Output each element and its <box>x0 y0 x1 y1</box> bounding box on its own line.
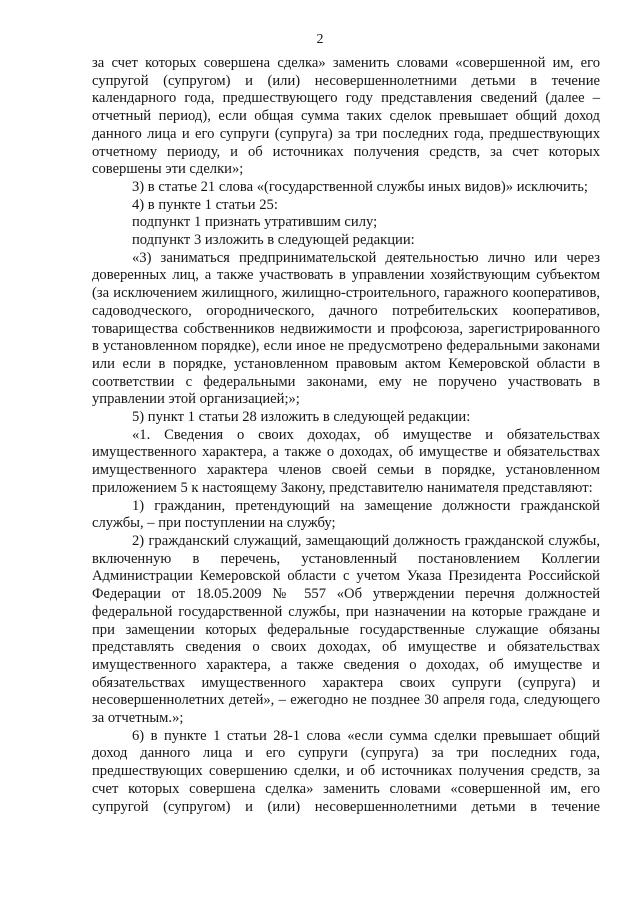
paragraph-continuation: за счет которых совершена сделка» заменить словами «совершенной им, его супругой (супругом) и (или) несовершеннолетними детьми в течение календарного года, предшествующего году представления сведений (далее – отчетный период), если общая сумма таких сделок превышает общий доход данного лица и его супруги (супруга) за три последних года, предшествующих отчетному периоду, и об источниках получения средств, за счет которых совершены эти сделки»; <box>92 55 600 178</box>
page-number: 2 <box>316 32 324 47</box>
paragraph-quote-3: «3) заниматься предпринимательской деятельностью лично или через доверенных лиц, а также участвовать в управлении хозяйствующим субъектом (за исключением жилищного, жилищно-строительного, гаражного кооперативов, садоводческого, огороднического, дачного потребительских кооперативов, товарищества собственников недвижимости и профсоюза, зарегистрированного в установленном порядке), если иное не предусмотрено федеральными законами или если в порядке, установленном правовым актом Кемеровской области в соответствии с федеральными законами, ему не поручено участвовать в управлении этой организацией;»; <box>92 249 600 408</box>
paragraph-item-6: 6) в пункте 1 статьи 28-1 слова «если сумма сделки превышает общий доход данного лица и его супруги (супруга) за три последних года, предшествующих совершению сделки, и об источниках получения средств, за счет которых совершена сделка» заменить словами «совершенной им, его супругой (супругом) и (или) несовершеннолетними детьми в течение <box>92 727 600 815</box>
paragraph-subitem-3: подпункт 3 изложить в следующей редакции: <box>132 232 415 249</box>
paragraph-list-1: 1) гражданин, претендующий на замещение должности гражданской службы, – при поступлении на службу; <box>92 497 600 532</box>
paragraph-item-4: 4) в пункте 1 статьи 25: <box>132 196 278 213</box>
document-body <box>92 55 600 816</box>
paragraph-quote-1: «1. Сведения о своих доходах, об имуществе и обязательствах имущественного характера, а также о доходах, об имуществе и обязательствах имущественного характера членов своей семьи в порядке, установленном приложением 5 к настоящему Закону, представителю нанимателя представляют: <box>92 426 600 496</box>
paragraph-item-5: 5) пункт 1 статьи 28 изложить в следующей редакции: <box>132 409 471 426</box>
paragraph-item-3: 3) в статье 21 слова «(государственной службы иных видов)» исключить; <box>132 178 588 195</box>
paragraph-subitem-1: подпункт 1 признать утратившим силу; <box>132 214 378 231</box>
paragraph-list-2: 2) гражданский служащий, замещающий должность гражданской службы, включенную в перечень, установленный постановлением Коллегии Администрации Кемеровской области с учетом Указа Президента Российской Федерации от 18.05.2009 № 557 «Об утверждении перечня должностей федеральной государственной службы, при назначении на которые граждане и при замещении которых федеральные государственные служащие обязаны представлять сведения о своих доходах, об имуществе и обязательствах имущественного характера, а также сведения о доходах, об имуществе и обязательствах имущественного характера своих супруги (супруга) и несовершеннолетних детей», – ежегодно не позднее 30 апреля года, следующего за отчетным.»; <box>92 532 600 727</box>
